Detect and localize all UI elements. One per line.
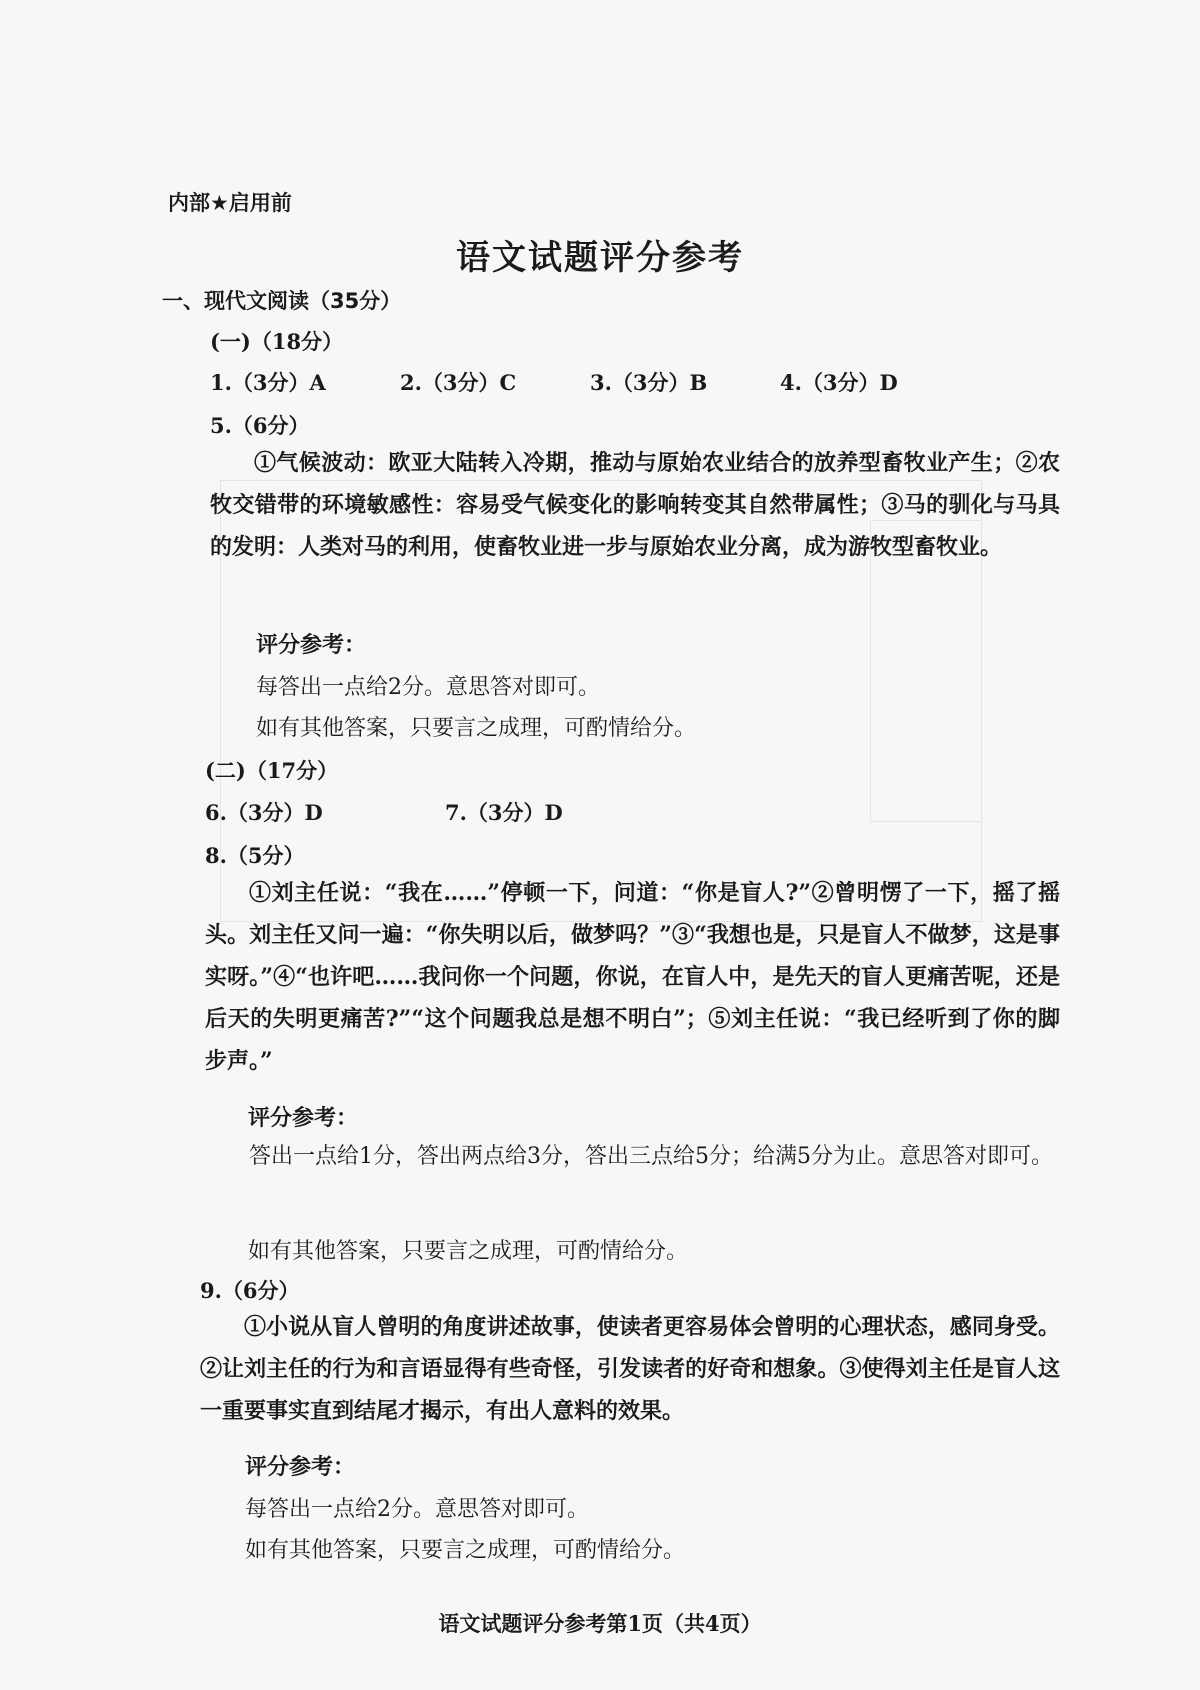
question-9-answer: ①小说从盲人曾明的角度讲述故事，使读者更容易体会曾明的心理状态，感同身受。②让刘主任的行为和言语显得有些奇怪，引发读者的好奇和想象。③使得刘主任是盲人这一重要事实直到结尾才揭示，有出人意料的效果。 [200,1314,1060,1424]
q5-scoring-rule: 每答出一点给2分。意思答对即可。 [256,675,600,700]
q8-scoring-label: 评分参考： [248,1105,359,1131]
answer-2: 2.（3分）C [400,370,517,395]
q9-scoring-extra: 如有其他答案，只要言之成理，可酌情给分。 [245,1538,686,1563]
q9-scoring-rule: 每答出一点给2分。意思答对即可。 [245,1497,589,1522]
part-heading-1: (一)（18分） [210,329,344,354]
answer-4: 4.（3分）D [780,370,898,395]
document-title: 语文试题评分参考 [456,238,744,278]
part-heading-2: (二)（17分） [205,758,339,783]
q8-scoring-extra: 如有其他答案，只要言之成理，可酌情给分。 [248,1239,689,1264]
question-5-answer: ①气候波动：欧亚大陆转入冷期，推动与原始农业结合的放养型畜牧业产生；②农牧交错带的环境敏感性：容易受气候变化的影响转变其自然带属性；③马的驯化与马具的发明：人类对马的利用，使畜牧业进一步与原始农业分离，成为游牧型畜牧业。 [210,450,1060,560]
q5-scoring-extra: 如有其他答案，只要言之成理，可酌情给分。 [256,716,697,741]
answer-7: 7.（3分）D [445,800,563,825]
answer-3: 3.（3分）B [590,370,708,395]
q8-scoring-rule: 答出一点给1分，答出两点给3分，答出三点给5分；给满5分为止。意思答对即可。 [249,1144,1053,1169]
question-5-label: 5.（6分） [210,413,310,438]
question-8-label: 8.（5分） [205,843,305,868]
page-footer: 语文试题评分参考第1页（共4页） [438,1611,762,1636]
confidential-label: 内部★启用前 [168,191,292,215]
answer-1: 1.（3分）A [210,370,326,395]
question-9-label: 9.（6分） [200,1278,300,1303]
q9-scoring-label: 评分参考： [245,1454,356,1480]
question-8-answer: ①刘主任说：“我在……”停顿一下，问道：“你是盲人?”②曾明愣了一下，摇了摇头。刘主任又问一遍：“你失明以后，做梦吗？”③“我想也是，只是盲人不做梦，这是事实呀。”④“也许吧……我问你一个问题，你说，在盲人中，是先天的盲人更痛苦呢，还是后天的失明更痛苦?”“这个问题我总是想不明白”；⑤刘主任说：“我已经听到了你的脚步声。” [205,880,1060,1074]
section-heading: 一、现代文阅读（35分） [162,289,402,313]
answer-6: 6.（3分）D [205,800,323,825]
q5-scoring-label: 评分参考： [256,632,367,658]
